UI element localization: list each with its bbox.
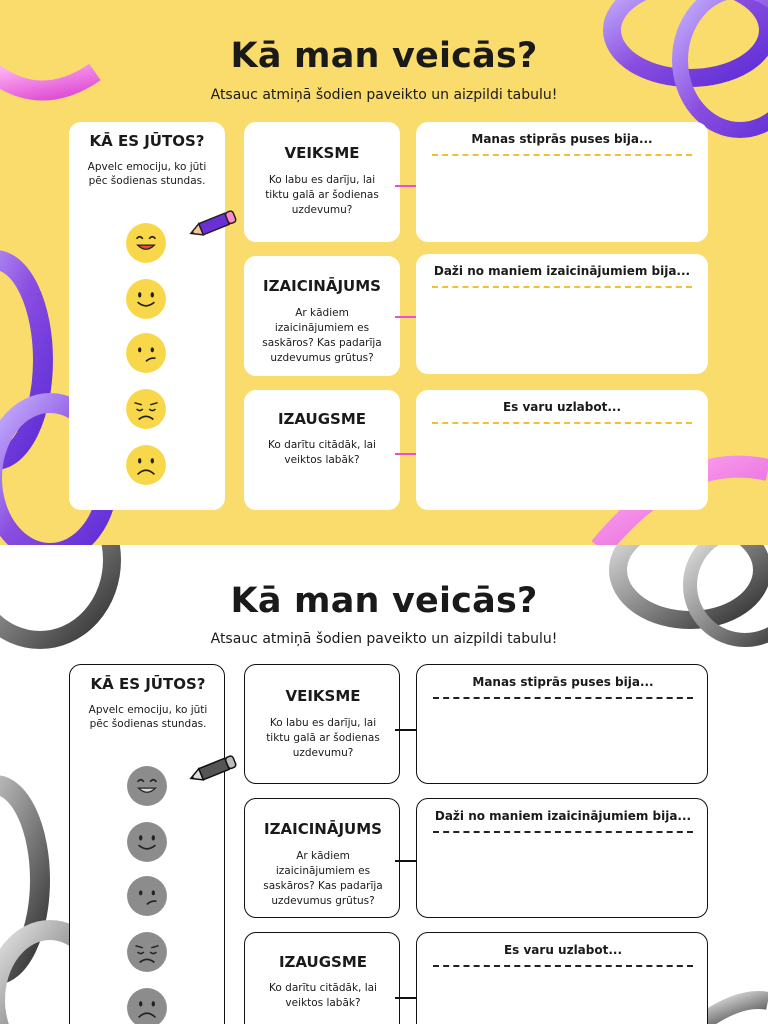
answer-line xyxy=(432,286,692,288)
confused-face-icon[interactable] xyxy=(125,332,167,374)
feelings-instruction: Apvelc emociju, ko jūti pēc šodienas stundas. xyxy=(88,704,208,730)
prompt-card-growth xyxy=(244,390,400,510)
prompt-question-challenge: Ar kādiem izaicinājumiem es saskāros? Kas padarīja uzdevumus grūtus? xyxy=(262,307,382,364)
prompt-card-challenge xyxy=(244,256,400,376)
sad-face-icon[interactable] xyxy=(125,388,167,430)
feelings-card xyxy=(69,122,225,510)
prompt-card-growth xyxy=(244,932,400,1024)
prompt-question-growth: Ko darītu citādāk, lai veiktos labāk? xyxy=(269,982,377,1009)
prompt-title-success: VEIKSME xyxy=(285,687,361,705)
prompt-card-challenge xyxy=(244,798,400,918)
grinning-face-icon[interactable] xyxy=(125,222,167,264)
page-subtitle: Atsauc atmiņā šodien paveikto un aizpildi tabulu! xyxy=(210,87,558,103)
prompt-question-challenge: Ar kādiem izaicinājumiem es saskāros? Kas padarīja uzdevumus grūtus? xyxy=(263,850,383,907)
pencil-icon xyxy=(186,751,242,787)
prompt-title-success: VEIKSME xyxy=(284,144,360,162)
answer-card-challenge[interactable] xyxy=(416,798,708,918)
prompt-card-success xyxy=(244,122,400,242)
prompt-question-success: Ko labu es darīju, lai tiktu galā ar šodienas uzdevumu? xyxy=(265,174,379,216)
pencil-icon xyxy=(186,206,242,242)
prompt-title-challenge: IZAICINĀJUMS xyxy=(264,820,382,838)
answer-card-growth[interactable] xyxy=(416,390,708,510)
prompt-question-success: Ko labu es darīju, lai tiktu galā ar šodienas uzdevumu? xyxy=(266,717,380,759)
feelings-heading: KĀ ES JŪTOS? xyxy=(90,675,206,693)
sad-face-icon[interactable] xyxy=(126,931,168,973)
prompt-title-challenge: IZAICINĀJUMS xyxy=(263,277,381,295)
answer-prompt-success: Manas stiprās puses bija... xyxy=(472,675,654,689)
answer-card-success[interactable] xyxy=(416,122,708,242)
answer-line xyxy=(433,697,693,699)
smiling-face-icon[interactable] xyxy=(126,821,168,863)
grinning-face-icon[interactable] xyxy=(126,765,168,807)
prompt-title-growth: IZAUGSME xyxy=(278,953,368,971)
answer-prompt-challenge: Daži no maniem izaicinājumiem bija... xyxy=(434,809,692,823)
answer-card-growth[interactable] xyxy=(416,932,708,1024)
answer-prompt-growth: Es varu uzlabot... xyxy=(503,943,623,957)
answer-prompt-growth: Es varu uzlabot... xyxy=(502,400,622,414)
worksheet-grayscale xyxy=(0,545,768,1024)
prompt-card-success xyxy=(244,664,400,784)
answer-line xyxy=(432,422,692,424)
answer-card-challenge[interactable] xyxy=(416,254,708,374)
smiling-face-icon[interactable] xyxy=(125,278,167,320)
frowning-face-icon[interactable] xyxy=(125,444,167,486)
answer-line xyxy=(433,965,693,967)
answer-line xyxy=(432,154,692,156)
frowning-face-icon[interactable] xyxy=(126,987,168,1024)
feelings-card xyxy=(69,664,225,1024)
page-title: Kā man veicās? xyxy=(230,36,538,76)
answer-card-success[interactable] xyxy=(416,664,708,784)
feelings-heading: KĀ ES JŪTOS? xyxy=(89,132,205,150)
answer-prompt-challenge: Daži no maniem izaicinājumiem bija... xyxy=(433,264,691,278)
page-title: Kā man veicās? xyxy=(230,581,538,621)
answer-line xyxy=(433,831,693,833)
page-subtitle: Atsauc atmiņā šodien paveikto un aizpildi tabulu! xyxy=(210,631,558,647)
feelings-instruction: Apvelc emociju, ko jūti pēc šodienas stundas. xyxy=(87,161,207,187)
prompt-title-growth: IZAUGSME xyxy=(277,410,367,428)
answer-prompt-success: Manas stiprās puses bija... xyxy=(471,132,653,146)
confused-face-icon[interactable] xyxy=(126,875,168,917)
prompt-question-growth: Ko darītu citādāk, lai veiktos labāk? xyxy=(268,439,376,466)
